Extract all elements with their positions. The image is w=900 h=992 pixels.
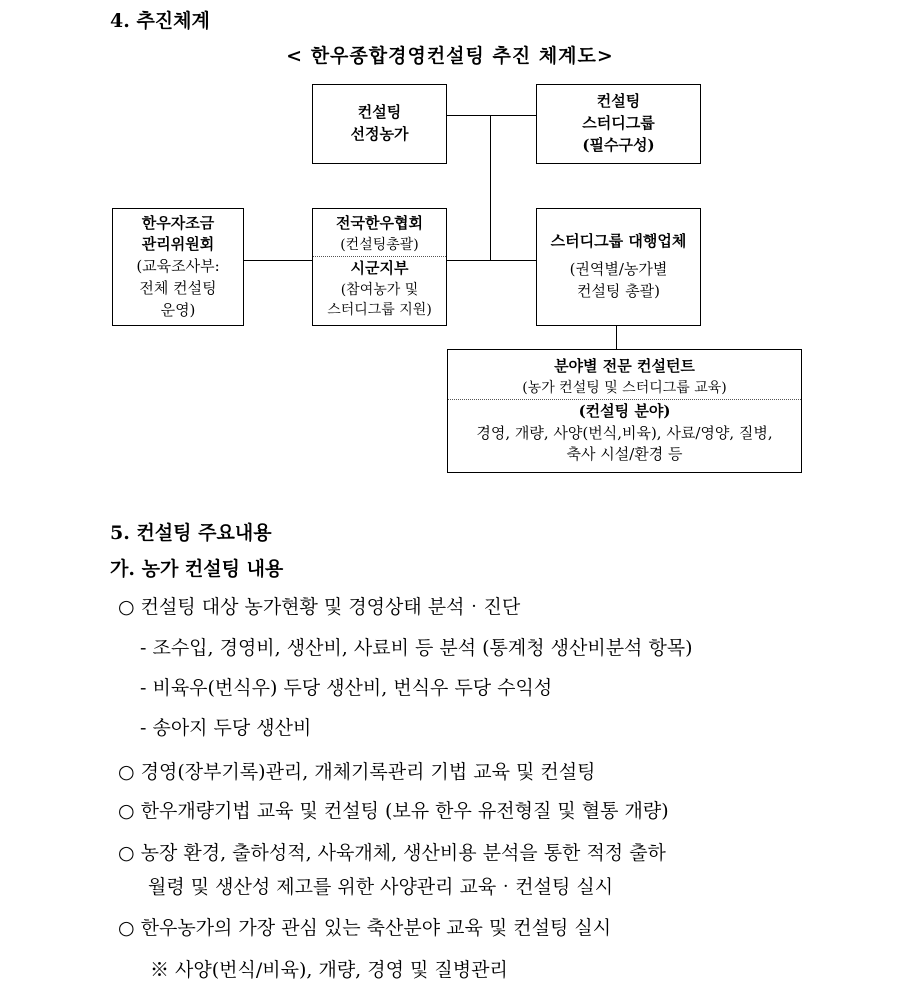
list-item: ※ 사양(번식/비육), 개량, 경영 및 질병관리: [150, 959, 508, 981]
box-study-group-line1: 컨설팅: [596, 92, 641, 111]
box-committee-line3: (교육조사부:: [136, 257, 220, 276]
box-consultant-line1: 분야별 전문 컨설턴트: [554, 356, 695, 375]
list-item: 월령 및 생산성 제고를 위한 사양관리 교육‧컨설팅 실시: [148, 876, 614, 898]
list-item: - 송아지 두당 생산비: [140, 717, 312, 739]
box-consultant-line2: (농가 컨설팅 및 스터디그룹 교육): [522, 379, 727, 396]
section-4-title: 4. 추진체계: [110, 10, 210, 32]
box-committee-line4: 전체 컨설팅: [139, 278, 217, 297]
list-item: ○ 한우개량기법 교육 및 컨설팅 (보유 한우 유전형질 및 혈통 개량): [118, 800, 669, 822]
box-committee-line2: 관리위원회: [141, 235, 215, 254]
connector-farms-study: [447, 115, 536, 116]
box-agency: [536, 208, 701, 326]
connector-association-agency: [447, 260, 536, 261]
box-consultant-line5: 축사 시설/환경 등: [566, 445, 683, 464]
list-item: - 조수입, 경영비, 생산비, 사료비 등 분석 (통계청 생산비분석 항목): [140, 637, 693, 659]
connector-vertical-trunk: [490, 115, 491, 261]
box-association: [312, 208, 447, 326]
box-agency-line2: (권역별/농가별: [569, 260, 668, 279]
list-item: - 비육우(번식우) 두당 생산비, 번식우 두당 수익성: [140, 677, 553, 699]
box-committee-line5: 운영): [160, 300, 196, 319]
box-association-line3: 시군지부: [350, 259, 409, 278]
box-association-line5: 스터디그룹 지원): [327, 302, 432, 319]
list-item: ○ 농장 환경, 출하성적, 사육개체, 생산비용 분석을 통한 적정 출하: [118, 842, 666, 864]
list-item: ○ 컨설팅 대상 농가현황 및 경영상태 분석‧진단: [118, 596, 521, 618]
connector-agency-consultant: [616, 326, 617, 349]
box-association-line4: (참여농가 및: [340, 282, 419, 299]
box-agency-line3: 컨설팅 총괄): [576, 281, 661, 300]
box-committee: [112, 208, 244, 326]
box-committee-line1: 한우자조금: [141, 213, 215, 232]
diagram-title: < 한우종합경영컨설팅 추진 체계도>: [286, 45, 614, 67]
box-selected-farms-line1: 컨설팅: [357, 103, 402, 122]
connector-committee-association: [244, 260, 312, 261]
box-selected-farms-line2: 선정농가: [350, 125, 409, 143]
section-5-title: 5. 컨설팅 주요내용: [110, 522, 272, 544]
box-association-line1: 전국한우협회: [336, 214, 423, 233]
box-association-line2: (컨설팅총괄): [340, 237, 419, 254]
box-consultant-line4: 경영, 개량, 사양(번식,비육), 사료/영양, 질병,: [476, 423, 773, 442]
box-agency-line1: 스터디그룹 대행업체: [550, 232, 687, 251]
box-study-group-line3: (필수구성): [582, 135, 655, 154]
box-study-group: [536, 84, 701, 164]
section-5-subtitle: 가. 농가 컨설팅 내용: [110, 558, 284, 580]
box-study-group-line2: 스터디그룹: [582, 114, 655, 133]
list-item: ○ 경영(장부기록)관리, 개체기록관리 기법 교육 및 컨설팅: [118, 761, 596, 783]
box-selected-farms: [312, 84, 447, 164]
list-item: ○ 한우농가의 가장 관심 있는 축산분야 교육 및 컨설팅 실시: [118, 917, 612, 939]
consultant-divider: [448, 399, 801, 400]
association-divider: [313, 256, 446, 257]
box-consultant-line3: (컨설팅 분야): [578, 401, 671, 420]
box-consultant: [447, 349, 802, 473]
